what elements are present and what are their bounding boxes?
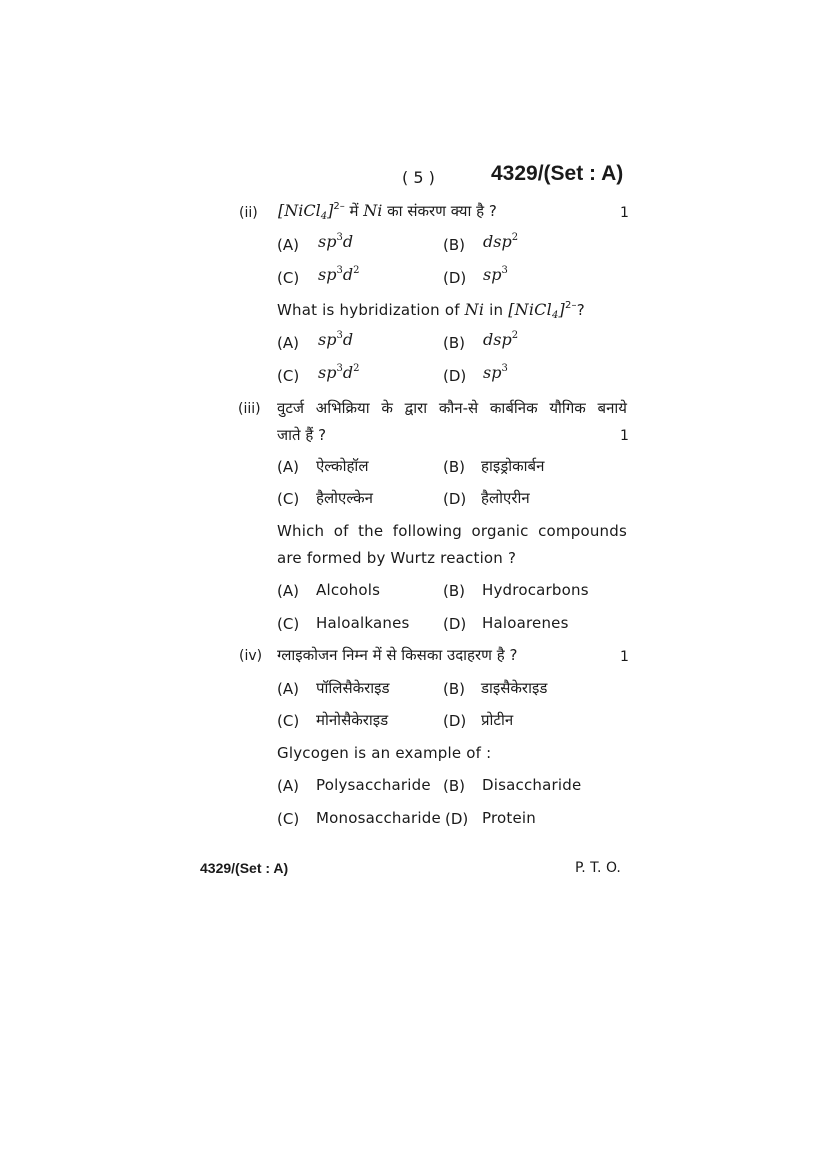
- option-label: (D): [443, 615, 467, 633]
- option-label: (C): [277, 615, 300, 633]
- page-number: ( 5 ): [402, 168, 435, 187]
- option-label: (A): [277, 458, 299, 476]
- option-text: ऐल्कोहॉल: [316, 457, 369, 475]
- option-formula: $sp^3$: [483, 363, 508, 382]
- option-label: (D): [443, 712, 467, 730]
- option-label: (C): [277, 367, 300, 385]
- option-label: (B): [443, 458, 465, 476]
- option-label: (C): [277, 490, 300, 508]
- option-text: Hydrocarbons: [482, 581, 589, 599]
- option-formula: $sp^3d^2$: [318, 363, 360, 382]
- option-label: (D): [443, 269, 467, 287]
- footer-paper-code: 4329/(Set : A): [200, 860, 289, 876]
- option-formula: $sp^3d$: [318, 232, 354, 251]
- question-text-english: What is hybridization of Ni in [NiCl$_4$]$^{2-}$?: [277, 300, 585, 321]
- question-text-hindi: जाते हैं ?: [277, 426, 327, 444]
- option-label: (B): [443, 334, 465, 352]
- option-text: Protein: [482, 809, 536, 827]
- option-label: (C): [277, 712, 300, 730]
- option-label: (B): [443, 236, 465, 254]
- option-text: हैलोएरीन: [481, 489, 530, 507]
- question-number: (iii): [238, 401, 261, 417]
- question-marks: 1: [620, 428, 629, 444]
- question-text-english: are formed by Wurtz reaction ?: [277, 549, 517, 567]
- option-text: प्रोटीन: [481, 711, 514, 729]
- option-label: (C): [277, 269, 300, 287]
- question-number: (ii): [239, 205, 258, 221]
- option-label: (B): [443, 777, 465, 795]
- option-text: पॉलिसैकेराइड: [316, 679, 390, 697]
- option-label: (B): [443, 680, 465, 698]
- option-label: (D): [443, 490, 467, 508]
- option-label: (A): [277, 236, 299, 254]
- please-turn-over: P. T. O.: [575, 860, 621, 876]
- question-text-hindi: वुटर्ज अभिक्रिया के द्वारा कौन-से कार्बनिक यौगिक बनाये: [277, 399, 627, 417]
- question-text-english: Which of the following organic compounds: [277, 522, 627, 540]
- question-marks: 1: [620, 205, 629, 221]
- option-formula: $sp^3d^2$: [318, 265, 360, 284]
- option-label: (A): [277, 334, 299, 352]
- question-text-english: Glycogen is an example of :: [277, 744, 492, 762]
- question-marks: 1: [620, 649, 629, 665]
- paper-code: 4329/(Set : A): [491, 162, 624, 185]
- option-formula: $sp^3$: [483, 265, 508, 284]
- option-text: Alcohols: [316, 581, 381, 599]
- option-text: हाइड्रोकार्बन: [481, 457, 545, 475]
- option-label: (B): [443, 582, 465, 600]
- option-text: डाइसैकेराइड: [481, 679, 548, 697]
- option-label: (A): [277, 582, 299, 600]
- option-label: (A): [277, 680, 299, 698]
- option-formula: $sp^3d$: [318, 330, 354, 349]
- option-text: Haloalkanes: [316, 614, 410, 632]
- option-text: Polysaccharide: [316, 776, 431, 794]
- option-text: Monosaccharide: [316, 809, 441, 827]
- option-formula: dsp$^2$: [483, 330, 519, 349]
- option-text: Disaccharide: [482, 776, 582, 794]
- option-text: हैलोएल्केन: [316, 489, 373, 507]
- option-label: (D): [443, 367, 467, 385]
- option-label: (D): [445, 810, 469, 828]
- option-label: (C): [277, 810, 300, 828]
- option-formula: dsp$^2$: [483, 232, 519, 251]
- option-label: (A): [277, 777, 299, 795]
- question-number: (iv): [239, 648, 263, 664]
- question-text-hindi: ग्लाइकोजन निम्न में से किसका उदाहरण है ?: [277, 646, 518, 664]
- option-text: Haloarenes: [482, 614, 569, 632]
- question-text-hindi: [NiCl$_4$]$^{2-}$ में Ni का संकरण क्या है ?: [278, 201, 497, 222]
- option-text: मोनोसैकेराइड: [316, 711, 389, 729]
